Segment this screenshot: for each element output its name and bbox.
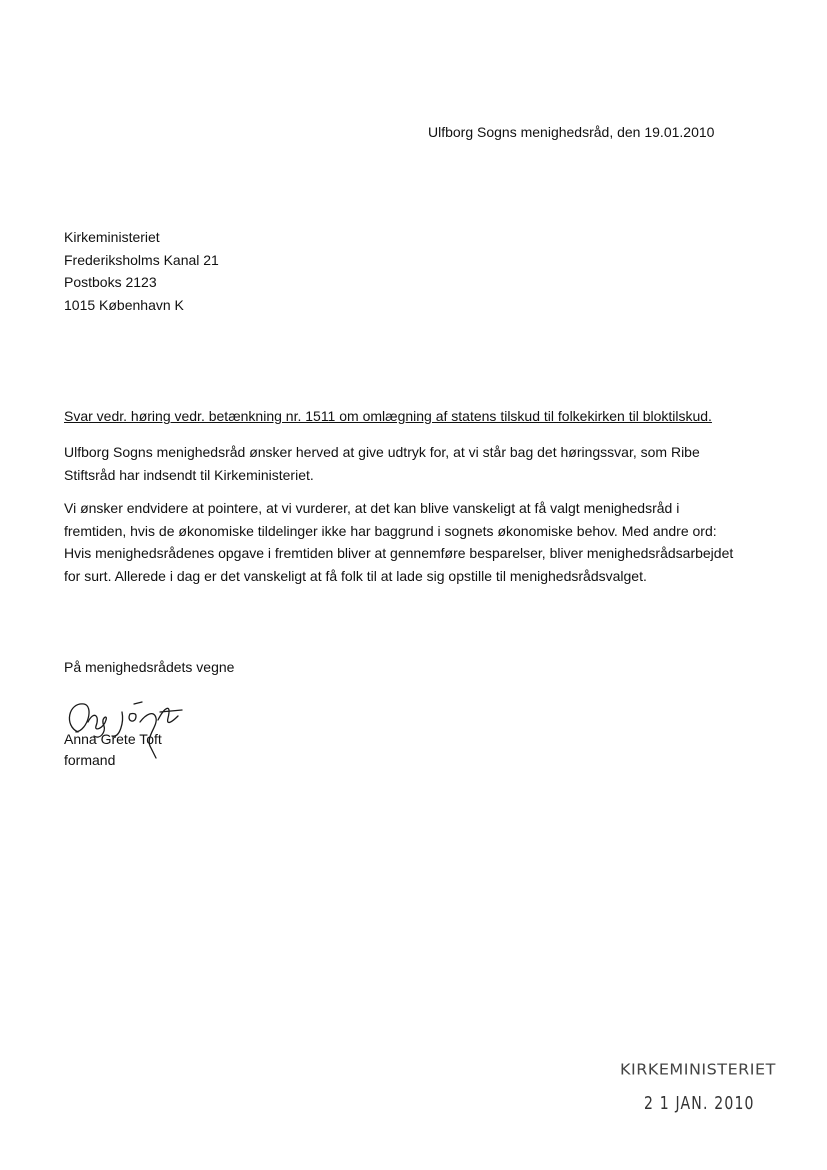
recipient-line: Kirkeministeriet: [64, 229, 160, 245]
body-paragraph-2: [64, 497, 744, 587]
recipient-line: 1015 København K: [64, 296, 184, 313]
paragraph-text: Vi ønsker endvidere at pointere, at vi vurderer, at det kan blive vanskeligt at få valgt menighedsråd i fremtiden, hvis de økonomiske tildelinger ikke har baggrund i sognets økonomiske behov. Med andre ord: Hvis menighedsrådenes opgave i fremtiden bliver at gennemføre besparelser, bliver menighedsrådsarbejdet for surt. Allerede i dag er det vanskeligt at få folk til at lade sig opstille til menighedsrådsvalget.: [64, 500, 734, 584]
received-stamp-date: 2 1 JAN. 2010: [644, 1093, 755, 1114]
signatory-title: formand: [64, 752, 116, 768]
recipient-line: Frederiksholms Kanal 21: [64, 251, 219, 268]
paragraph-text: Ulfborg Sogns menighedsråd ønsker herved at give udtryk for, at vi står bag det høringssvar, som Ribe Stiftsråd har indsendt til Kirkeministeriet.: [64, 444, 700, 483]
closing-greeting: På menighedsrådets vegne: [64, 659, 235, 675]
recipient-address: [64, 226, 219, 316]
letter-place-date: Ulfborg Sogns menighedsråd, den 19.01.2010: [428, 124, 715, 140]
recipient-line: Postboks 2123: [64, 274, 157, 290]
letter-subject: Svar vedr. høring vedr. betænkning nr. 1511 om omlægning af statens tilskud til folkekirken til bloktilskud.: [64, 408, 712, 424]
body-paragraph-1: [64, 441, 744, 486]
received-stamp-organization: KIRKEMINISTERIET: [620, 1060, 776, 1079]
signatory-name: Anna Grete Toft: [64, 731, 162, 747]
